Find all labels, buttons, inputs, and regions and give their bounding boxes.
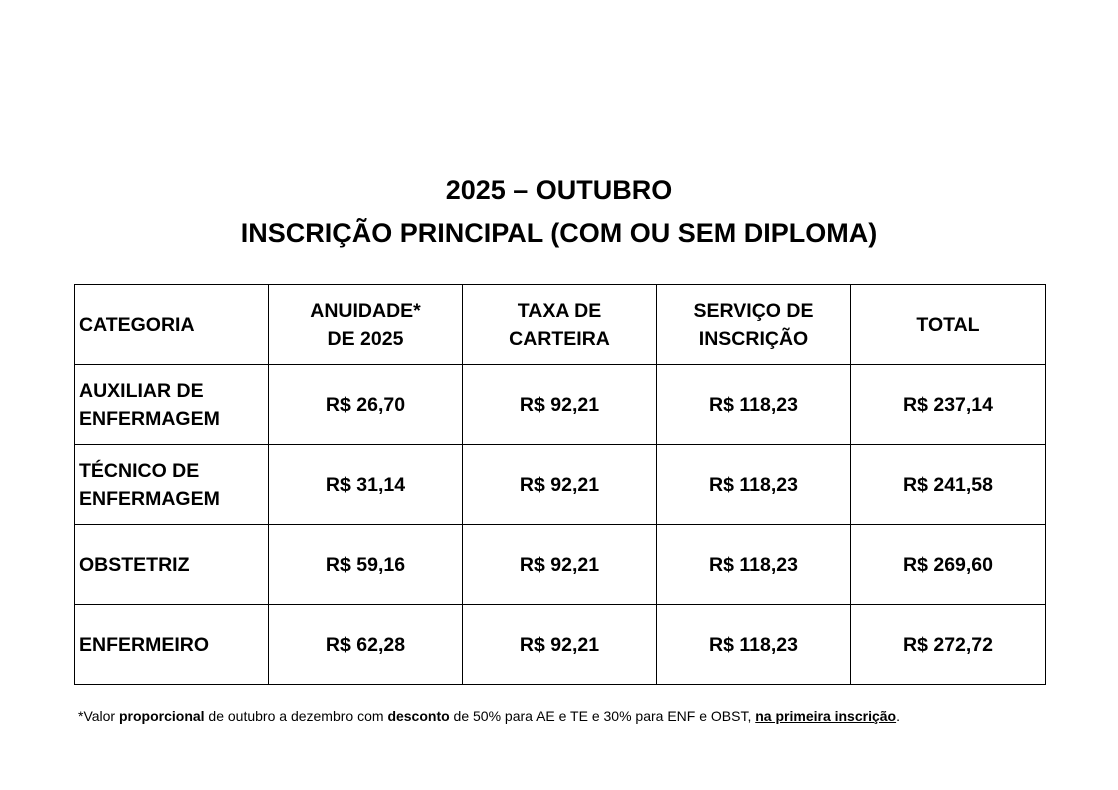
table-row <box>75 525 1046 605</box>
anuidade-cell: R$ 62,28 <box>269 605 463 685</box>
anuidade-cell: R$ 26,70 <box>269 365 463 445</box>
footnote-emphasis: desconto <box>387 708 450 724</box>
header-servico-inscricao: SERVIÇO DE INSCRIÇÃO <box>657 285 851 365</box>
header-taxa-carteira: TAXA DE CARTEIRA <box>463 285 657 365</box>
servico-inscricao-cell: R$ 118,23 <box>657 365 851 445</box>
table-row <box>75 365 1046 445</box>
table-row <box>75 445 1046 525</box>
header-categoria: CATEGORIA <box>75 285 269 365</box>
footnote-text: . <box>896 708 900 724</box>
taxa-carteira-cell: R$ 92,21 <box>463 525 657 605</box>
footnote-text: de outubro a dezembro com <box>204 708 388 724</box>
category-cell: TÉCNICO DE ENFERMAGEM <box>75 445 269 525</box>
page-title: 2025 – OUTUBRO <box>445 175 673 205</box>
footnote-text: de 50% para AE e TE e 30% para ENF e OBST, <box>449 708 756 724</box>
header-anuidade: ANUIDADE* DE 2025 <box>269 285 463 365</box>
header-total: TOTAL <box>851 285 1046 365</box>
servico-inscricao-cell: R$ 118,23 <box>657 445 851 525</box>
servico-inscricao-cell: R$ 118,23 <box>657 525 851 605</box>
servico-inscricao-cell: R$ 118,23 <box>657 605 851 685</box>
taxa-carteira-cell: R$ 92,21 <box>463 445 657 525</box>
table-header-row <box>75 285 1046 365</box>
total-cell: R$ 269,60 <box>851 525 1046 605</box>
taxa-carteira-cell: R$ 92,21 <box>463 365 657 445</box>
anuidade-cell: R$ 59,16 <box>269 525 463 605</box>
category-cell: ENFERMEIRO <box>75 605 269 685</box>
taxa-carteira-cell: R$ 92,21 <box>463 605 657 685</box>
fees-table <box>74 284 1046 685</box>
footnote-underlined: na primeira inscrição <box>755 708 897 724</box>
category-cell: OBSTETRIZ <box>75 525 269 605</box>
total-cell: R$ 272,72 <box>851 605 1046 685</box>
category-cell: AUXILIAR DE ENFERMAGEM <box>75 365 269 445</box>
table-row <box>75 605 1046 685</box>
page-subtitle: INSCRIÇÃO PRINCIPAL (COM OU SEM DIPLOMA) <box>240 218 878 248</box>
footnote-emphasis: proporcional <box>118 708 205 724</box>
total-cell: R$ 241,58 <box>851 445 1046 525</box>
footnote <box>78 707 900 725</box>
anuidade-cell: R$ 31,14 <box>269 445 463 525</box>
footnote-text: *Valor <box>78 708 119 724</box>
total-cell: R$ 237,14 <box>851 365 1046 445</box>
